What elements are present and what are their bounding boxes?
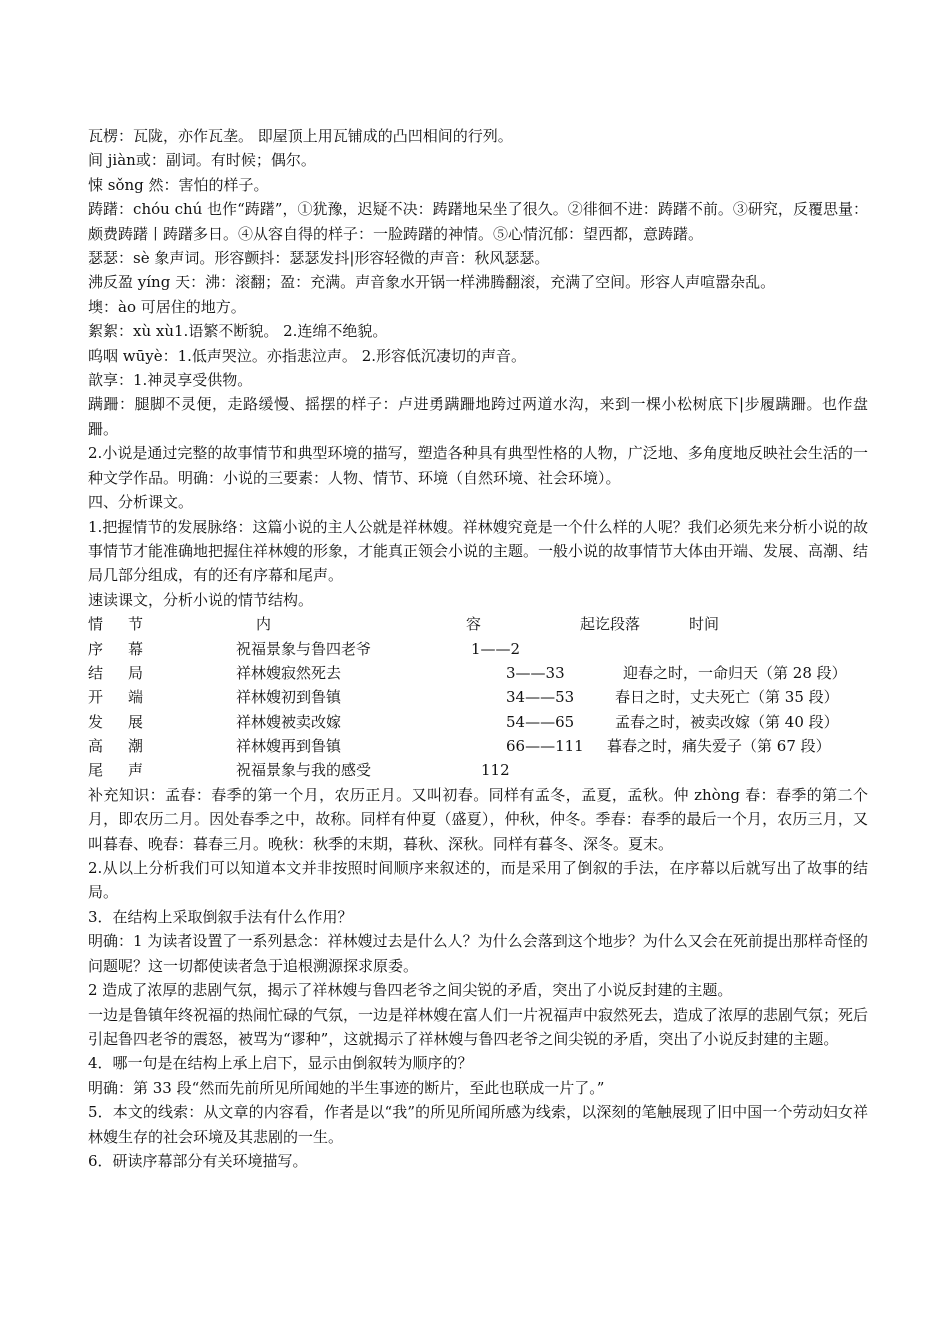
stage-char1: 结: [88, 663, 104, 682]
section-heading-analysis: 四、分析课文。: [88, 493, 194, 512]
answer-3-point1: 明确：1 为读者设置了一系列悬念：祥林嫂过去是什么人？为什么会落到这个地步？为什么又会在死前提出那样奇怪的问题呢？这一切都使读者急于追根溯源探求原委。: [88, 932, 868, 975]
question-3: 3．在结构上采取倒叙手法有什么作用？: [88, 907, 353, 926]
stage-char2: 展: [128, 712, 144, 731]
header-plot-char2: 节: [128, 615, 144, 634]
vocab-feifanyingtian: 沸反盈 yíng 天：沸：滚翻；盈：充满。声音象水开锅一样沸腾翻滚，充满了空间。形容人声喧嚣杂乱。: [88, 273, 776, 292]
header-content-char1: 内: [256, 615, 272, 634]
table-row: [88, 710, 868, 734]
stage-range: 34——53: [506, 688, 575, 707]
stage-char2: 端: [128, 688, 144, 707]
answer-3-point2: 2 造成了浓厚的悲剧气氛，揭示了祥林嫂与鲁四老爷之间尖锐的矛盾，突出了小说反封建的主题。: [88, 981, 733, 1000]
vocab-wuye: 呜咽 wūyè：1.低声哭泣。亦指悲泣声。 2.形容低沉凄切的声音。: [88, 346, 527, 365]
stage-content: 祥林嫂初到鲁镇: [236, 688, 342, 707]
stage-time: 孟春之时，被卖改嫁（第 40 段）: [615, 712, 839, 731]
stage-char2: 局: [128, 663, 144, 682]
vocab-chouchu: 踌躇：chóu chú 也作“踌躇”，①犹豫，迟疑不决：踌躇地呆坐了很久。②徘徊不进：踌躇不前。③研究，反覆思量：颇费踌躇丨踌躇多日。④从容自得的样子：一脸踌躇的神情。⑤心情沉郁：望西都，意踌躇。: [88, 200, 868, 243]
stage-range: 54——65: [506, 712, 575, 731]
stage-time: 春日之时，丈夫死亡（第 35 段）: [615, 688, 839, 707]
table-row: [88, 637, 868, 661]
answer-4: 明确：第 33 段“然而先前所见所闻她的半生事迹的断片，至此也联成一片了。”: [88, 1078, 605, 1097]
stage-range: 66——111: [506, 737, 584, 756]
table-row: [88, 685, 868, 709]
stage-content: 祥林嫂寂然死去: [236, 663, 342, 682]
table-row: [88, 661, 868, 685]
novel-definition: 2.小说是通过完整的故事情节和典型环境的描写，塑造各种具有典型性格的人物，广泛地、多角度地反映社会生活的一种文学作品。明确：小说的三要素：人物、情节、环境（自然环境、社会环境）。: [88, 444, 868, 487]
header-plot-char1: 情: [88, 615, 104, 634]
speed-read-instruction: 速读课文，分析小说的情节结构。: [88, 590, 314, 609]
stage-content: 祥林嫂被卖改嫁: [236, 712, 342, 731]
flashback-analysis: 2.从以上分析我们可以知道本文并非按照时间顺序来叙述的，而是采用了倒叙的手法，在序幕以后就写出了故事的结局。: [88, 859, 868, 902]
table-header-row: [88, 612, 868, 636]
plot-structure-table: [88, 612, 868, 783]
stage-char1: 发: [88, 712, 104, 731]
vocab-sese: 瑟瑟：sè 象声词。形容颤抖：瑟瑟发抖|形容轻微的声音：秋风瑟瑟。: [88, 249, 550, 268]
header-paragraph-range: 起讫段落: [580, 615, 641, 634]
vocab-panshan: 蹒跚：腿脚不灵便，走路缓慢、摇摆的样子：卢进勇蹒跚地跨过两道水沟，来到一棵小松树底下|步履蹒跚。也作盘跚。: [88, 395, 868, 438]
stage-range: 112: [481, 761, 510, 780]
stage-char1: 高: [88, 737, 104, 756]
stage-time: 迎春之时，一命归天（第 28 段）: [623, 663, 847, 682]
stage-time: 暮春之时，痛失爱子（第 67 段）: [607, 737, 831, 756]
stage-char1: 开: [88, 688, 104, 707]
document-page: [88, 124, 868, 1173]
question-6: 6．研读序幕部分有关环境描写。: [88, 1151, 308, 1170]
table-row: [88, 734, 868, 758]
vocab-walong: 瓦楞：瓦陇，亦作瓦垄。 即屋顶上用瓦铺成的凸凹相间的行列。: [88, 127, 513, 145]
question-4: 4．哪一句是在结构上承上启下，显示由倒叙转为顺序的？: [88, 1054, 473, 1073]
vocab-xinxiang: 歆享：1.神灵享受供物。: [88, 371, 253, 390]
table-row: [88, 758, 868, 782]
header-content-char2: 容: [466, 615, 482, 634]
header-time: 时间: [689, 615, 720, 634]
supplementary-knowledge: 补充知识：孟春：春季的第一个月，农历正月。又叫初春。同样有孟冬，孟夏，孟秋。仲 zhòng 春：春季的第二个月，即农历二月。因处春季之中，故称。同样有仲夏（盛夏），仲秋，仲冬。季春：春季的最后一个月，农历三月，又叫暮春、晚春：暮春三月。晚秋：秋季的末期，暮秋、深秋。同样有暮冬、深冬。夏末。: [88, 785, 868, 853]
stage-char1: 尾: [88, 761, 104, 780]
stage-content: 祝福景象与我的感受: [236, 761, 372, 780]
stage-content: 祝福景象与鲁四老爷: [236, 639, 372, 658]
vocab-ao: 墺：ào 可居住的地方。: [88, 297, 246, 316]
plot-intro-paragraph: 1.把握情节的发展脉络：这篇小说的主人公就是祥林嫂。祥林嫂究竟是一个什么样的人呢？我们必须先来分析小说的故事情节才能准确地把握住祥林嫂的形象，才能真正领会小说的主题。一般小说的故事情节大体由开端、发展、高潮、结局几部分组成，有的还有序幕和尾声。: [88, 517, 869, 585]
vocab-songran: 悚 sǒng 然：害怕的样子。: [88, 175, 269, 194]
stage-content: 祥林嫂再到鲁镇: [236, 737, 342, 756]
question-5-clue: 5．本文的线索：从文章的内容看，作者是以“我”的所见所闻所感为线索，以深刻的笔触展现了旧中国一个劳动妇女祥林嫂生存的社会环境及其悲剧的一生。: [88, 1103, 868, 1146]
vocab-jianhuo: 间 jiàn或：副词。有时候；偶尔。: [88, 151, 316, 170]
contrast-paragraph: 一边是鲁镇年终祝福的热闹忙碌的气氛，一边是祥林嫂在富人们一片祝福声中寂然死去，造成了浓厚的悲剧气氛；死后引起鲁四老爷的震怒，被骂为“谬种”，这就揭示了祥林嫂与鲁四老爷之间尖锐的矛盾，突出了小说反封建的主题。: [88, 1005, 869, 1048]
stage-char2: 声: [128, 761, 144, 780]
stage-range: 3——33: [506, 663, 565, 682]
stage-char2: 幕: [128, 639, 144, 658]
stage-range: 1——2: [471, 639, 521, 658]
stage-char2: 潮: [128, 737, 144, 756]
stage-char1: 序: [88, 639, 104, 658]
vocab-xuxu: 絮絮：xù xù1.语繁不断貌。 2.连绵不绝貌。: [88, 322, 388, 341]
